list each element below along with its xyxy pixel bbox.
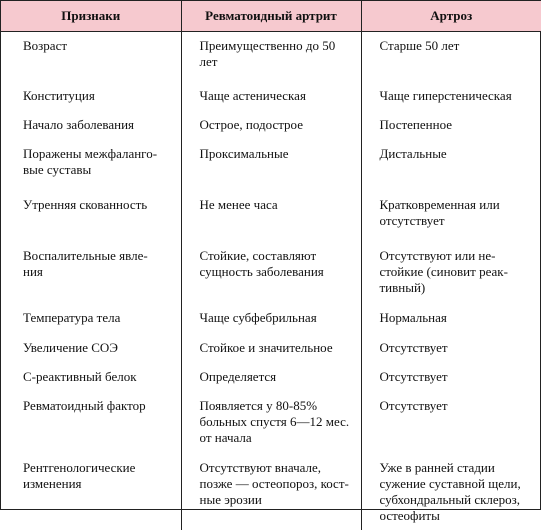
cell-line: ные эрозии [200, 492, 355, 508]
cell-line: Воспалительные явле- [23, 248, 173, 264]
table-row [1, 140, 541, 191]
cell-line: Отсутствует [380, 398, 536, 414]
oa-cell [361, 32, 541, 83]
cell-line: Появляется у 80-85% [200, 398, 355, 414]
cell-line: тивный) [380, 280, 536, 296]
cell-line: Ревматоидный фактор [23, 398, 173, 414]
comparison-table-grid [1, 1, 541, 530]
cell-line: изменения [23, 476, 173, 492]
cell-line: Утренняя скованность [23, 197, 173, 213]
cell-line: субхондральный склероз, [380, 492, 536, 508]
cell-line: Не менее часа [200, 197, 355, 213]
cell-line: Чаще субфебрильная [200, 310, 355, 326]
sign-cell [1, 140, 181, 191]
ra-cell [181, 82, 361, 111]
cell-line: Чаще астеническая [200, 88, 355, 104]
cell-line: сужение суставной щели, [380, 476, 536, 492]
table-row [1, 363, 541, 392]
table-row [1, 392, 541, 454]
header-signs: Признаки [1, 1, 181, 32]
oa-cell [361, 334, 541, 363]
ra-cell [181, 304, 361, 334]
table-row [1, 334, 541, 363]
ra-cell [181, 140, 361, 191]
cell-line: Старше 50 лет [380, 38, 536, 54]
sign-cell [1, 32, 181, 83]
oa-cell [361, 242, 541, 304]
sign-cell [1, 191, 181, 242]
table-row [1, 111, 541, 140]
cell-line: Чаще гиперстеническая [380, 88, 536, 104]
sign-cell [1, 111, 181, 140]
table-row [1, 82, 541, 111]
cell-line: Возраст [23, 38, 173, 54]
cell-line: больных спустя 6—12 мес. [200, 414, 355, 430]
cell-line: Дистальные [380, 146, 536, 162]
ra-cell [181, 32, 361, 83]
cell-line: позже — остеопороз, кост- [200, 476, 355, 492]
sign-cell [1, 454, 181, 530]
cell-line: Стойкое и значительное [200, 340, 355, 356]
ra-cell [181, 363, 361, 392]
ra-cell [181, 392, 361, 454]
cell-line: Постепенное [380, 117, 536, 133]
cell-line: ния [23, 264, 173, 280]
cell-line: стойкие (синовит реак- [380, 264, 536, 280]
cell-line: Проксимальные [200, 146, 355, 162]
oa-cell [361, 191, 541, 242]
cell-line: С-реактивный белок [23, 369, 173, 385]
sign-cell [1, 82, 181, 111]
cell-line: остеофиты [380, 508, 536, 524]
oa-cell [361, 304, 541, 334]
cell-line: Отсутствуют вначале, [200, 460, 355, 476]
cell-line: от начала [200, 430, 355, 446]
cell-line: Поражены межфаланго- [23, 146, 173, 162]
cell-line: Преимущественно до 50 [200, 38, 355, 54]
oa-cell [361, 82, 541, 111]
cell-line: лет [200, 54, 355, 70]
cell-line: Увеличение СОЭ [23, 340, 173, 356]
oa-cell [361, 392, 541, 454]
header-arthrosis: Артроз [361, 1, 541, 32]
cell-line: Стойкие, составляют [200, 248, 355, 264]
oa-cell [361, 140, 541, 191]
cell-line: Отсутствует [380, 340, 536, 356]
cell-line: Отсутствуют или не- [380, 248, 536, 264]
ra-cell [181, 111, 361, 140]
sign-cell [1, 363, 181, 392]
cell-line: вые суставы [23, 162, 173, 178]
ra-cell [181, 454, 361, 530]
oa-cell [361, 111, 541, 140]
oa-cell [361, 363, 541, 392]
cell-line: Рентгенологические [23, 460, 173, 476]
sign-cell [1, 334, 181, 363]
table-row [1, 304, 541, 334]
header-row [1, 1, 541, 32]
cell-line: Температура тела [23, 310, 173, 326]
ra-cell [181, 242, 361, 304]
cell-line: Кратковременная или [380, 197, 536, 213]
cell-line: сущность заболевания [200, 264, 355, 280]
cell-line: отсутствует [380, 213, 536, 229]
table-row [1, 32, 541, 83]
cell-line: Нормальная [380, 310, 536, 326]
ra-cell [181, 191, 361, 242]
ra-cell [181, 334, 361, 363]
cell-line: Острое, подострое [200, 117, 355, 133]
cell-line: Конституция [23, 88, 173, 104]
oa-cell [361, 454, 541, 530]
table-row [1, 191, 541, 242]
table-row [1, 454, 541, 530]
table-body [1, 32, 541, 530]
cell-line: Определяется [200, 369, 355, 385]
sign-cell [1, 392, 181, 454]
sign-cell [1, 304, 181, 334]
cell-line: Уже в ранней стадии [380, 460, 536, 476]
cell-line: Отсутствует [380, 369, 536, 385]
table-header [1, 1, 541, 32]
table-row [1, 242, 541, 304]
header-rheumatoid-arthritis: Ревматоидный артрит [181, 1, 361, 32]
cell-line: Начало заболевания [23, 117, 173, 133]
sign-cell [1, 242, 181, 304]
